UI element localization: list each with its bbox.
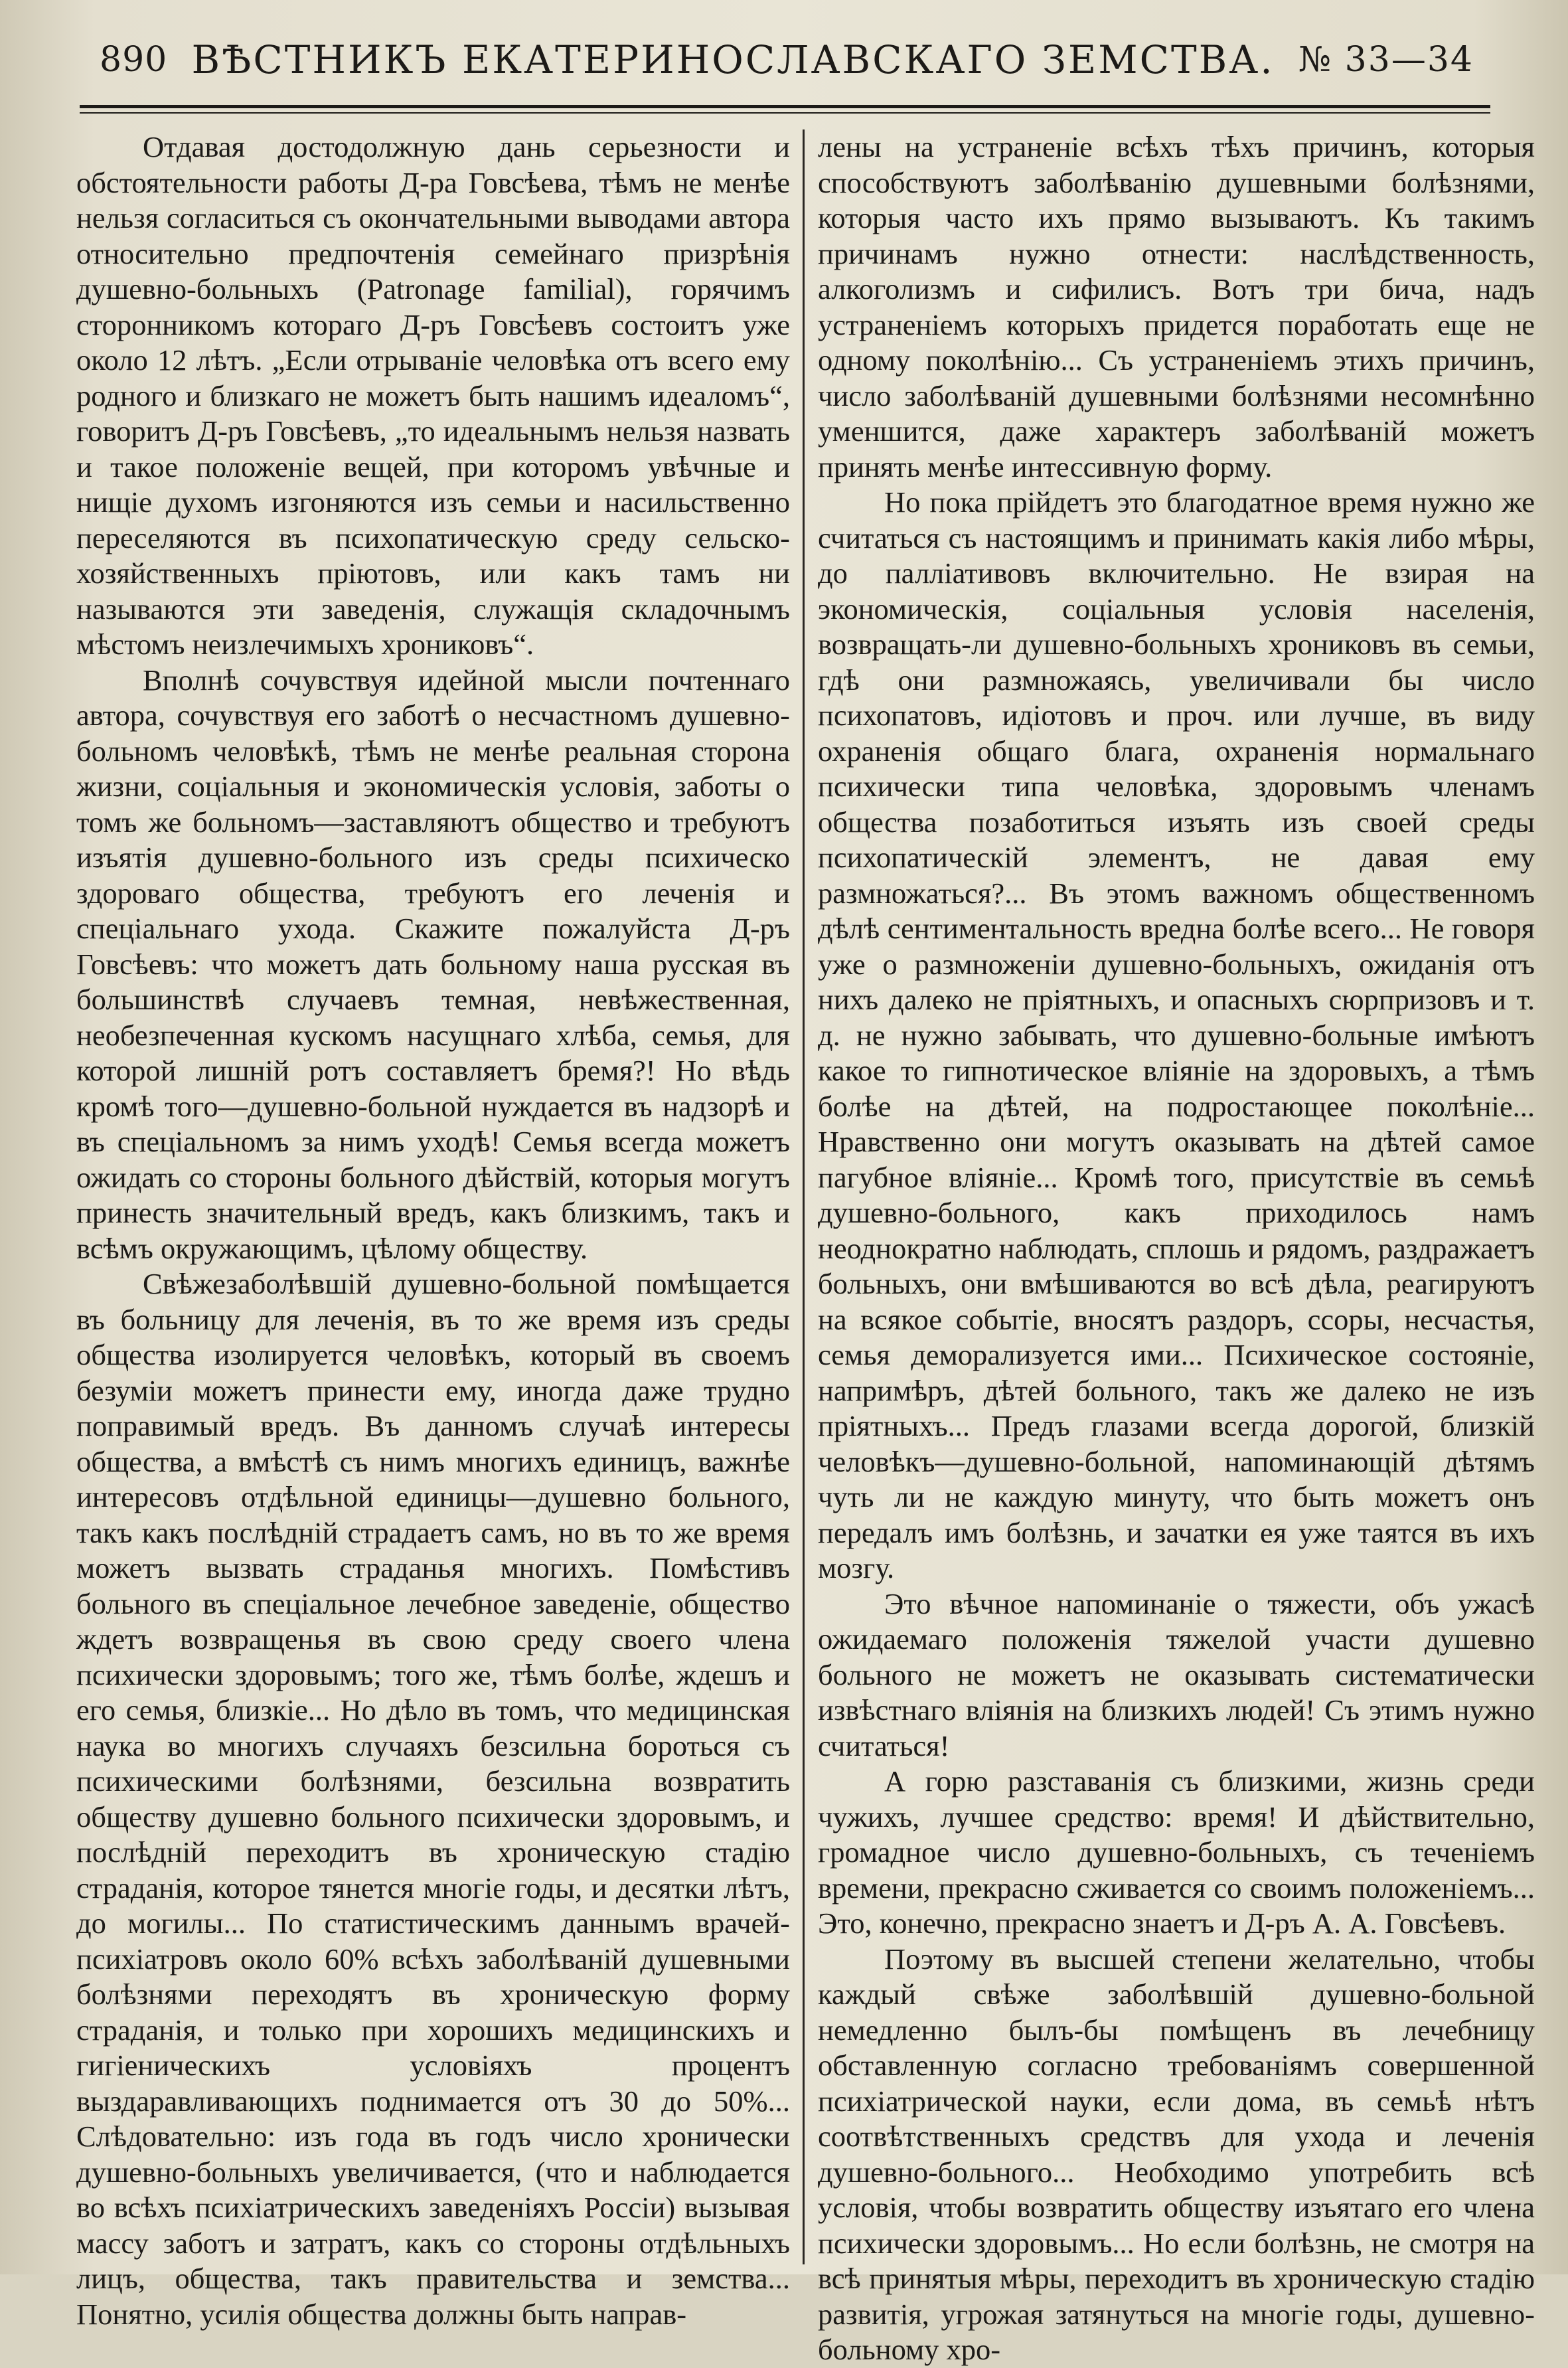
page-header: [100, 27, 1474, 93]
journal-title: ВѢСТНИКЪ ЕКАТЕРИНОСЛАВСКАГО ЗЕМСТВА.: [191, 37, 1275, 82]
text-column-left: [76, 129, 790, 2331]
text-column-right: [818, 129, 1535, 2366]
column-divider: [803, 129, 805, 2264]
paragraph: Отдавая достодолжную дань серьезности и обстоятельности работы Д-ра Говсѣева, тѣмъ не менѣе нельзя согласиться съ окончательными выводами автора относительно предпочтенія семейнаго призрѣнія душевно-больныхъ (Patronage familial), горячимъ сторонникомъ котораго Д-ръ Говсѣевъ состоитъ уже около 12 лѣтъ. „Если отрываніе человѣка отъ всего ему родного и близкаго не можетъ быть нашимъ идеаломъ“, говоритъ Д-ръ Говсѣевъ, „то идеальнымъ нельзя назвать и такое положеніе вещей, при которомъ увѣчные и нищіе духомъ изгоняются изъ семьи и насильственно переселяются въ психопатическую среду сельско-хозяйственныхъ пріютовъ, или какъ тамъ ни называются эти заведенія, служащія складочнымъ мѣстомъ неизлечимыхъ хрониковъ“.: [76, 130, 790, 661]
header-rule-thick: [80, 105, 1490, 108]
paragraph: Поэтому въ высшей степени желательно, чтобы каждый свѣже заболѣвшій душевно-больной немедленно былъ-бы помѣщенъ въ лечебницу обставленную согласно требованіямъ совершенной психіатрической науки, если дома, въ семьѣ нѣтъ соотвѣтственныхъ средствъ для ухода и леченія душевно-больного... Необходимо употребить всѣ условія, чтобы возвратить обществу изъятаго его члена психически здоровымъ... Но если болѣзнь, не смотря на всѣ принятыя мѣры, переходитъ въ хроническую стадію развитія, угрожая затянуться на многіе годы, душевно-больному хро-: [818, 1942, 1535, 2366]
paragraph: А горю разставанія съ близкими, жизнь среди чужихъ, лучшее средство: время! И дѣйствительно, громадное число душевно-больныхъ, съ теченіемъ времени, прекрасно сживается со своимъ положеніемъ... Это, конечно, прекрасно знаетъ и Д-ръ А. А. Говсѣевъ.: [818, 1764, 1535, 1940]
page-number: 890: [100, 40, 168, 80]
paragraph: Свѣжезаболѣвшій душевно-больной помѣщается въ больницу для леченія, въ то же время изъ среды общества изолируется человѣкъ, который въ своемъ безуміи можетъ принести ему, иногда даже трудно поправимый вредъ. Въ данномъ случаѣ интересы общества, а вмѣстѣ съ нимъ многихъ единицъ, важнѣе интересовъ отдѣльной единицы—душевно больного, такъ какъ послѣдній страдаетъ самъ, но въ то же время можетъ вызвать страданья многихъ. Помѣстивъ больного въ спеціальное лечебное заведеніе, общество ждетъ возвращенья въ свою среду своего члена психически здоровымъ; того же, тѣмъ болѣе, ждешъ и его семья, близкіе... Но дѣло въ томъ, что медицинская наука во многихъ случаяхъ безсильна бороться съ психическими болѣзнями, безсильна возвратить обществу душевно больного психически здоровымъ, и послѣдній переходитъ въ хроническую стадію страданія, которое тянется многіе годы, и десятки лѣтъ, до могилы... По статистическимъ даннымъ врачей-психіатровъ около 60% всѣхъ заболѣваній душевными болѣзнями переходятъ въ хроническую форму страданія, и только при хорошихъ медицинскихъ и гигіеническихъ условіяхъ процентъ выздаравливающихъ поднимается отъ 30 до 50%... Слѣдовательно: изъ года въ годъ число хронически душевно-больныхъ увеличивается, (что и наблюдается во всѣхъ психіатрическихъ заведеніяхъ Россіи) вызывая массу заботъ и затратъ, какъ со стороны отдѣльныхъ лицъ, общества, такъ правительства и земства... Понятно, усилія общества должны быть направ-: [76, 1267, 790, 2331]
header-rule-thin: [80, 112, 1490, 114]
paragraph-continued: лены на устраненіе всѣхъ тѣхъ причинъ, которыя способствуютъ заболѣванію душевными болѣзнями, которыя часто ихъ прямо вызываютъ. Къ такимъ причинамъ нужно отнести: наслѣдственность, алкоголизмъ и сифилисъ. Вотъ три бича, надъ устраненіемъ которыхъ придется поработать еще не одному поколѣнію... Съ устраненіемъ этихъ причинъ, число заболѣваній душевными болѣзнями несомнѣнно уменшится, даже характеръ заболѣваній можетъ принять менѣе интессивную форму.: [818, 130, 1535, 483]
paragraph: Это вѣчное напоминаніе о тяжести, объ ужасѣ ожидаемаго положенія тяжелой участи душевно больного не можетъ не оказывать систематически извѣстнаго вліянія на близкихъ людей! Съ этимъ нужно считаться!: [818, 1586, 1535, 1762]
paragraph: Но пока прійдетъ это благодатное время нужно же считаться съ настоящимъ и принимать какія либо мѣры, до палліативовъ включительно. Не взирая на экономическія, соціальныя условія населенія, возвращать-ли душевно-больныхъ хрониковъ въ семьи, гдѣ они размножаясь, увеличивали бы число психопатовъ, идіотовъ и проч. или лучше, въ виду охраненія общаго блага, охраненія нормальнаго психически типа человѣка, здоровымъ членамъ общества позаботиться изъять изъ своей среды психопатическій элементъ, не давая ему размножаться?... Въ этомъ важномъ общественномъ дѣлѣ сентиментальность вредна болѣе всего... Не говоря уже о размноженіи душевно-больныхъ, ожиданія отъ нихъ далеко не пріятныхъ, и опасныхъ сюрпризовъ и т. д. не нужно забывать, что душевно-больные имѣютъ какое то гипнотическое вліяніе на здоровыхъ, а тѣмъ болѣе на дѣтей, на подростающее поколѣніе... Нравственно они могутъ оказывать на дѣтей самое пагубное вліяніе... Кромѣ того, присутствіе въ семьѣ душевно-больного, какъ приходилось намъ неоднократно наблюдать, сплошь и рядомъ, раздражаетъ больныхъ, они вмѣшиваются во всѣ дѣла, реагируютъ на всякое событіе, вносятъ раздоръ, ссоры, несчастья, семья деморализуется ими... Психическое состояніе, напримѣръ, дѣтей больного, такъ же далеко не изъ пріятныхъ... Предъ глазами всегда дорогой, близкій человѣкъ—душевно-больной, напоминающій дѣтямъ чуть ли не каждую минуту, что быть можетъ онъ передалъ имъ болѣзнь, и зачатки ея уже таятся въ ихъ мозгу.: [818, 485, 1535, 1584]
paragraph: Вполнѣ сочувствуя идейной мысли почтеннаго автора, сочувствуя его заботѣ о несчастномъ душевно-больномъ человѣкѣ, тѣмъ не менѣе реальная сторона жизни, соціальныя и экономическія условія, заботы о томъ же больномъ—заставляютъ общество и требуютъ изъятія душевно-больного изъ среды психическо здороваго общества, требуютъ его леченія и спеціальнаго ухода. Скажите пожалуйста Д-ръ Говсѣевъ: что можетъ дать больному наша русская въ большинствѣ случаевъ темная, невѣжественная, необезпеченная кускомъ насущнаго хлѣба, семья, для которой лишній ротъ составляетъ бремя?! Но вѣдь кромѣ того—душевно-больной нуждается въ надзорѣ и въ спеціальномъ за нимъ уходѣ! Семья всегда можетъ ожидать со стороны больного дѣйствій, которыя могутъ принесть значительный вредъ, какъ близкимъ, такъ и всѣмъ окружающимъ, цѣлому обществу.: [76, 663, 790, 1265]
issue-number: № 33—34: [1298, 40, 1474, 80]
